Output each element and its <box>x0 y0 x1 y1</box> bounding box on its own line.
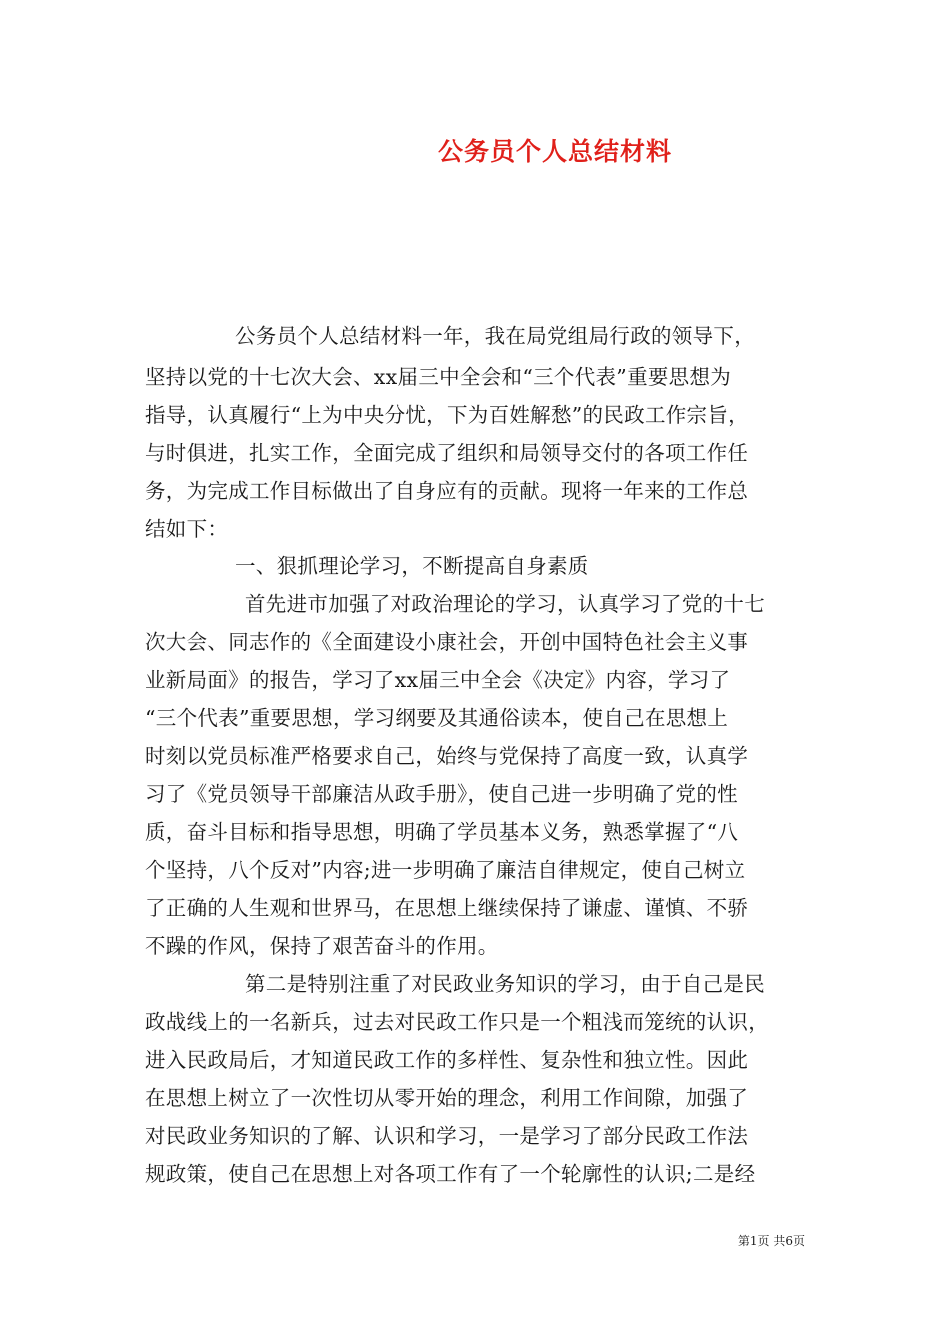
body-line: 质，奋斗目标和指导思想，明确了学员基本义务，熟悉掌握了“八 <box>145 820 739 844</box>
body-line: 习了《党员领导干部廉洁从政手册》，使自己进一步明确了党的性 <box>145 782 738 806</box>
section-heading: 一、狠抓理论学习，不断提高自身素质 <box>235 554 589 578</box>
body-line: 坚持以党的十七次大会、xx届三中全会和“三个代表”重要思想为 <box>145 365 732 389</box>
body-line: 在思想上树立了一次性切从零开始的理念，利用工作间隙，加强了 <box>145 1086 749 1110</box>
body-line: 首先进市加强了对政治理论的学习，认真学习了党的十七 <box>245 592 765 616</box>
body-line: 对民政业务知识的了解、认识和学习，一是学习了部分民政工作法 <box>145 1124 749 1148</box>
body-line: 政战线上的一名新兵，过去对民政工作只是一个粗浅而笼统的认识， <box>145 1010 769 1034</box>
body-line: 进入民政局后，才知道民政工作的多样性、复杂性和独立性。因此 <box>145 1048 749 1072</box>
body-line: 了正确的人生观和世界马，在思想上继续保持了谦虚、谨慎、不骄 <box>145 896 749 920</box>
body-line: 次大会、同志作的《全面建设小康社会，开创中国特色社会主义事 <box>145 630 749 654</box>
page-number-footer: 第1页 共6页 <box>737 1234 805 1248</box>
body-line: 与时俱进，扎实工作，全面完成了组织和局领导交付的各项工作任 <box>145 441 749 465</box>
body-line: 指导，认真履行“上为中央分忧，下为百姓解愁”的民政工作宗旨， <box>145 403 749 427</box>
body-line: 结如下： <box>145 517 229 541</box>
body-line: 规政策，使自己在思想上对各项工作有了一个轮廓性的认识;二是经 <box>145 1162 756 1186</box>
body-line: 时刻以党员标准严格要求自己，始终与党保持了高度一致，认真学 <box>145 744 749 768</box>
document-title: 公务员个人总结材料 <box>437 137 672 166</box>
body-line: 业新局面》的报告，学习了xx届三中全会《决定》内容，学习了 <box>145 668 731 692</box>
body-line: 公务员个人总结材料一年，我在局党组局行政的领导下， <box>235 324 755 348</box>
body-line: 个坚持，八个反对”内容;进一步明确了廉洁自律规定，使自己树立 <box>145 858 746 882</box>
body-line: “三个代表”重要思想，学习纲要及其通俗读本，使自己在思想上 <box>145 706 729 730</box>
body-line: 务，为完成工作目标做出了自身应有的贡献。现将一年来的工作总 <box>145 479 749 503</box>
body-line: 第二是特别注重了对民政业务知识的学习，由于自己是民 <box>245 972 765 996</box>
body-line: 不躁的作风，保持了艰苦奋斗的作用。 <box>145 934 499 958</box>
